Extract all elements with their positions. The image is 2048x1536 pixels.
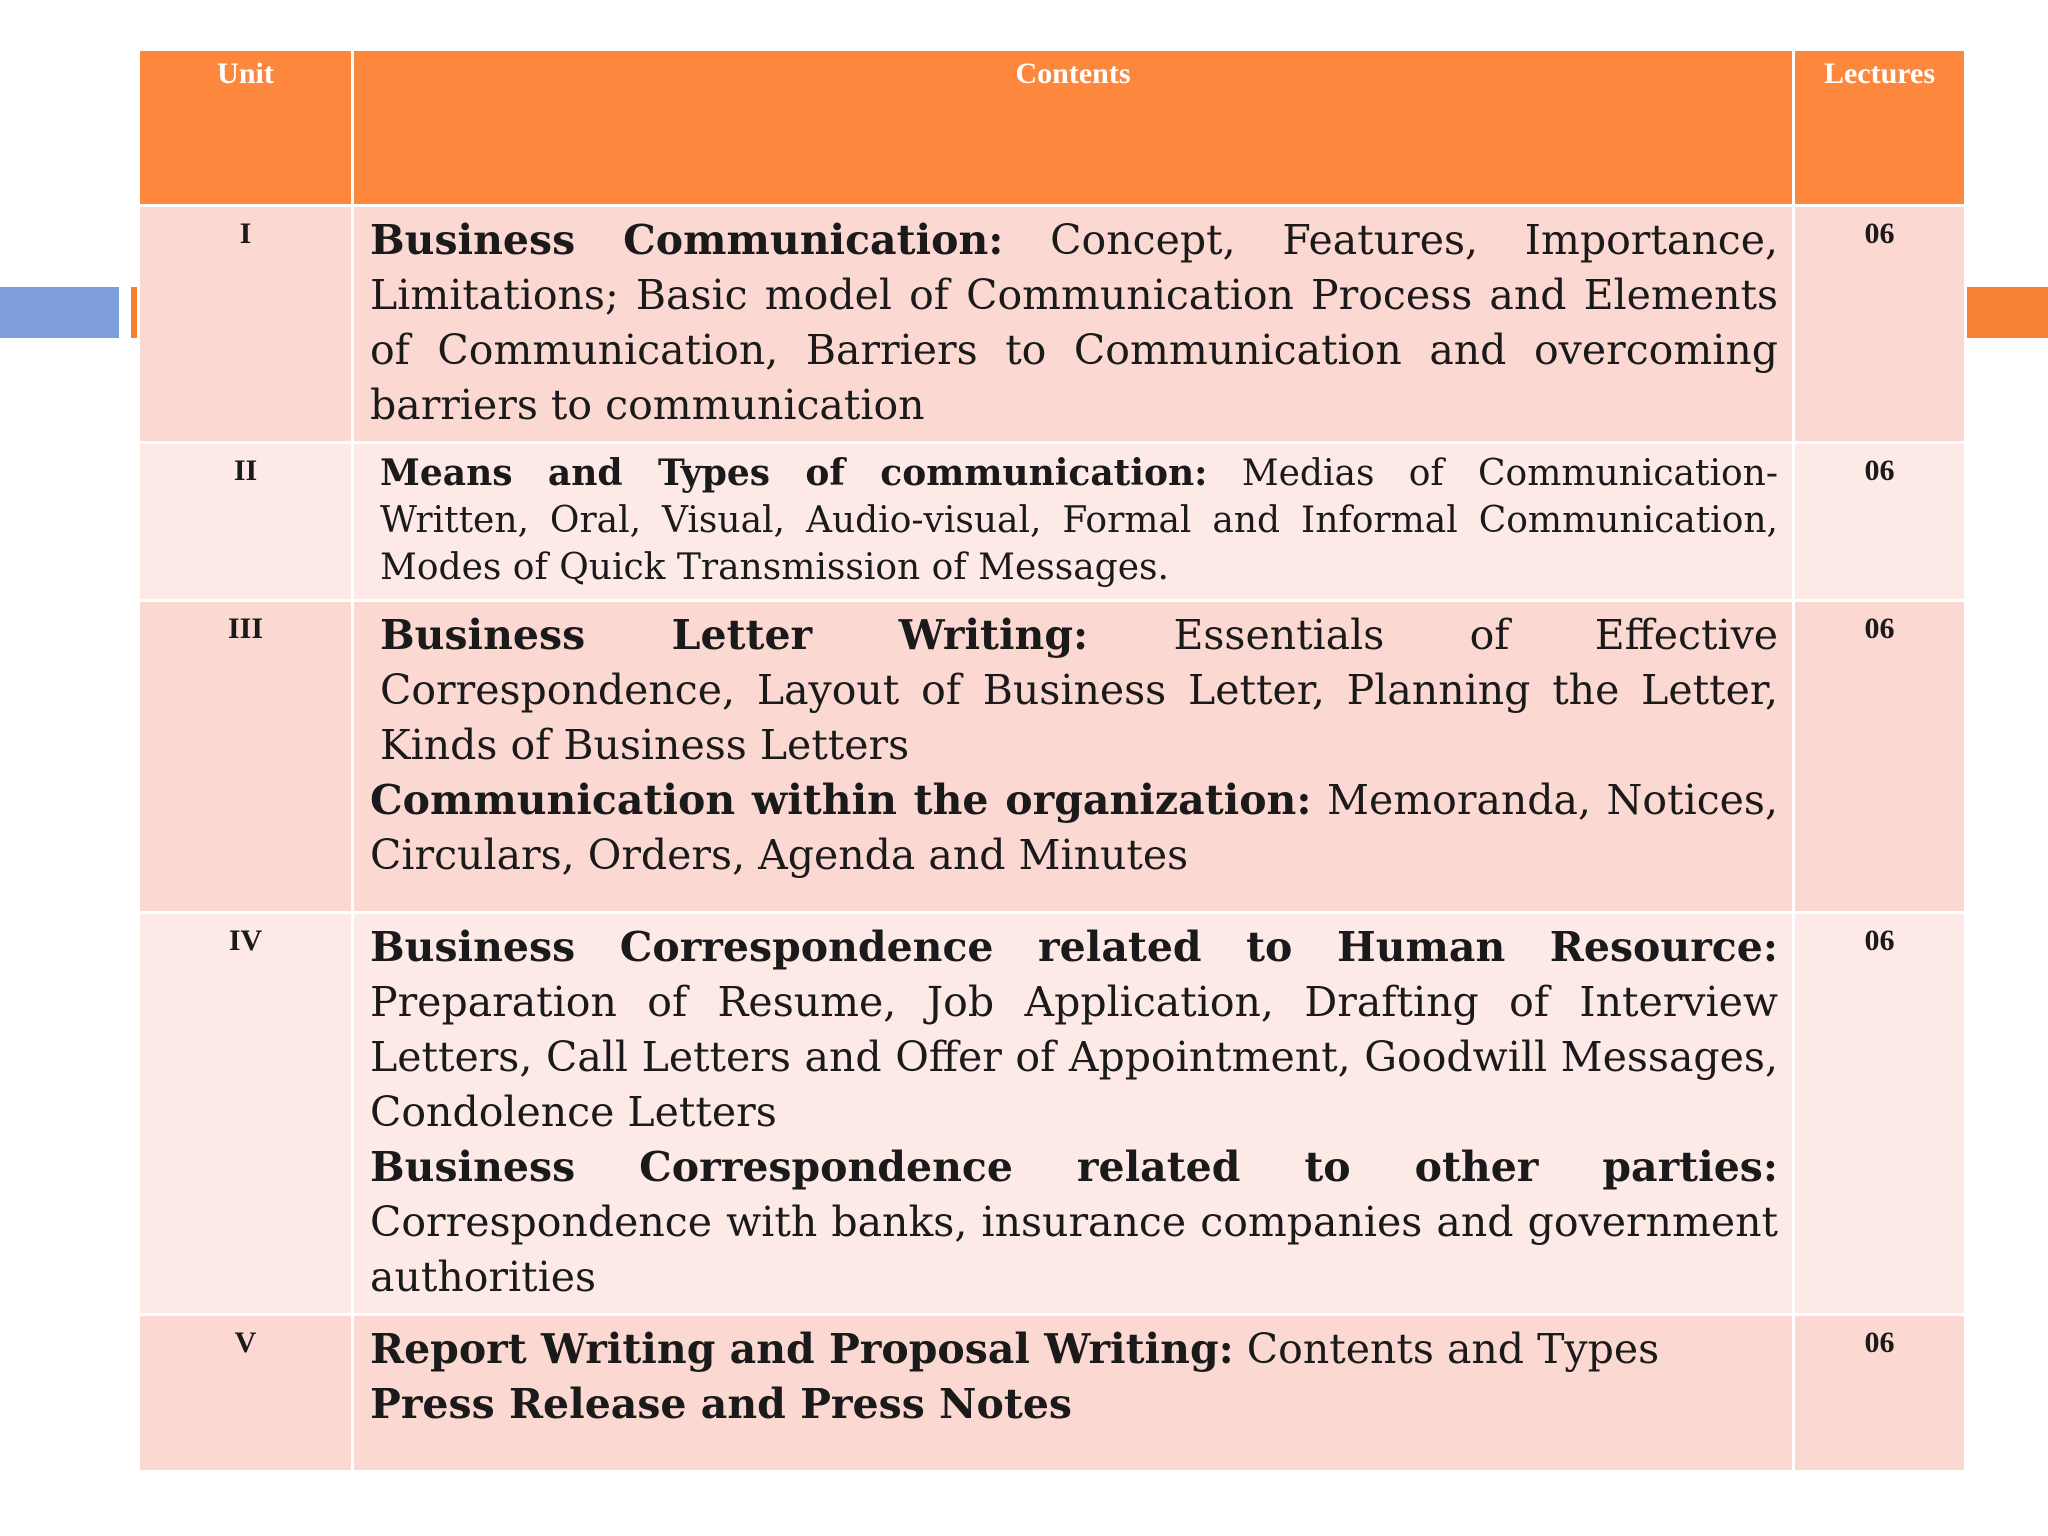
header-lectures: Lectures — [1794, 50, 1966, 206]
syllabus-table — [137, 48, 1967, 1473]
unit-number: V — [139, 1315, 353, 1472]
unit-contents — [353, 443, 1794, 601]
content-paragraph — [370, 1377, 1778, 1432]
topic-heading: Communication within the organization: — [370, 776, 1312, 824]
content-paragraph — [370, 920, 1778, 1140]
content-paragraph — [370, 213, 1778, 433]
topic-heading: Business Letter Writing: — [380, 611, 1089, 659]
unit-number: IV — [139, 913, 353, 1315]
unit-contents — [353, 206, 1794, 443]
unit-contents — [353, 601, 1794, 913]
decorative-blue-bar — [0, 287, 119, 338]
content-paragraph — [370, 1140, 1778, 1305]
unit-number: I — [139, 206, 353, 443]
content-paragraph — [370, 773, 1778, 883]
unit-contents — [353, 1315, 1794, 1472]
lecture-count: 06 — [1794, 443, 1966, 601]
header-contents: Contents — [353, 50, 1794, 206]
topic-text: Preparation of Resume, Job Application, Drafting of Interview Letters, Call Letters and Offer of Appointment, Goodwill Messages, Condolence Letters — [370, 978, 1778, 1136]
table-header — [139, 50, 1966, 206]
unit-contents — [353, 913, 1794, 1315]
header-unit: Unit — [139, 50, 353, 206]
table-row — [139, 601, 1966, 913]
table-row — [139, 443, 1966, 601]
content-paragraph — [370, 608, 1778, 773]
topic-text: Essentials of Effective Correspondence, Layout of Business Letter, Planning the Letter, Kinds of Business Letters — [380, 611, 1779, 769]
lecture-count: 06 — [1794, 913, 1966, 1315]
topic-text: Correspondence with banks, insurance companies and government authorities — [370, 1198, 1778, 1301]
lecture-count: 06 — [1794, 601, 1966, 913]
unit-number: II — [139, 443, 353, 601]
topic-heading: Press Release and Press Notes — [370, 1380, 1072, 1428]
table-row — [139, 1315, 1966, 1472]
topic-heading: Means and Types of communication: — [380, 452, 1208, 494]
topic-heading: Report Writing and Proposal Writing: — [370, 1325, 1234, 1373]
topic-heading: Business Communication: — [370, 216, 1004, 264]
content-paragraph — [370, 1322, 1778, 1377]
topic-heading: Business Correspondence related to Human Resource: — [370, 923, 1778, 971]
topic-text: Medias of Communication- Written, Oral, Visual, Audio-visual, Formal and Informal Communication, Modes of Quick Transmission of Messages. — [380, 453, 1778, 588]
table-row — [139, 913, 1966, 1315]
topic-text: Contents and Types — [1233, 1325, 1660, 1373]
topic-text: Memoranda, Notices, Circulars, Orders, Agenda and Minutes — [370, 776, 1778, 879]
lecture-count: 06 — [1794, 206, 1966, 443]
table-row — [139, 206, 1966, 443]
topic-text: Concept, Features, Importance, Limitations; Basic model of Communication Process and Elements of Communication, Barriers to Communication and overcoming barriers to communication — [370, 216, 1778, 429]
topic-heading: Business Correspondence related to other parties: — [370, 1143, 1778, 1191]
content-paragraph — [380, 450, 1778, 591]
lecture-count: 06 — [1794, 1315, 1966, 1472]
decorative-orange-bar-right — [1965, 287, 2048, 338]
unit-number: III — [139, 601, 353, 913]
